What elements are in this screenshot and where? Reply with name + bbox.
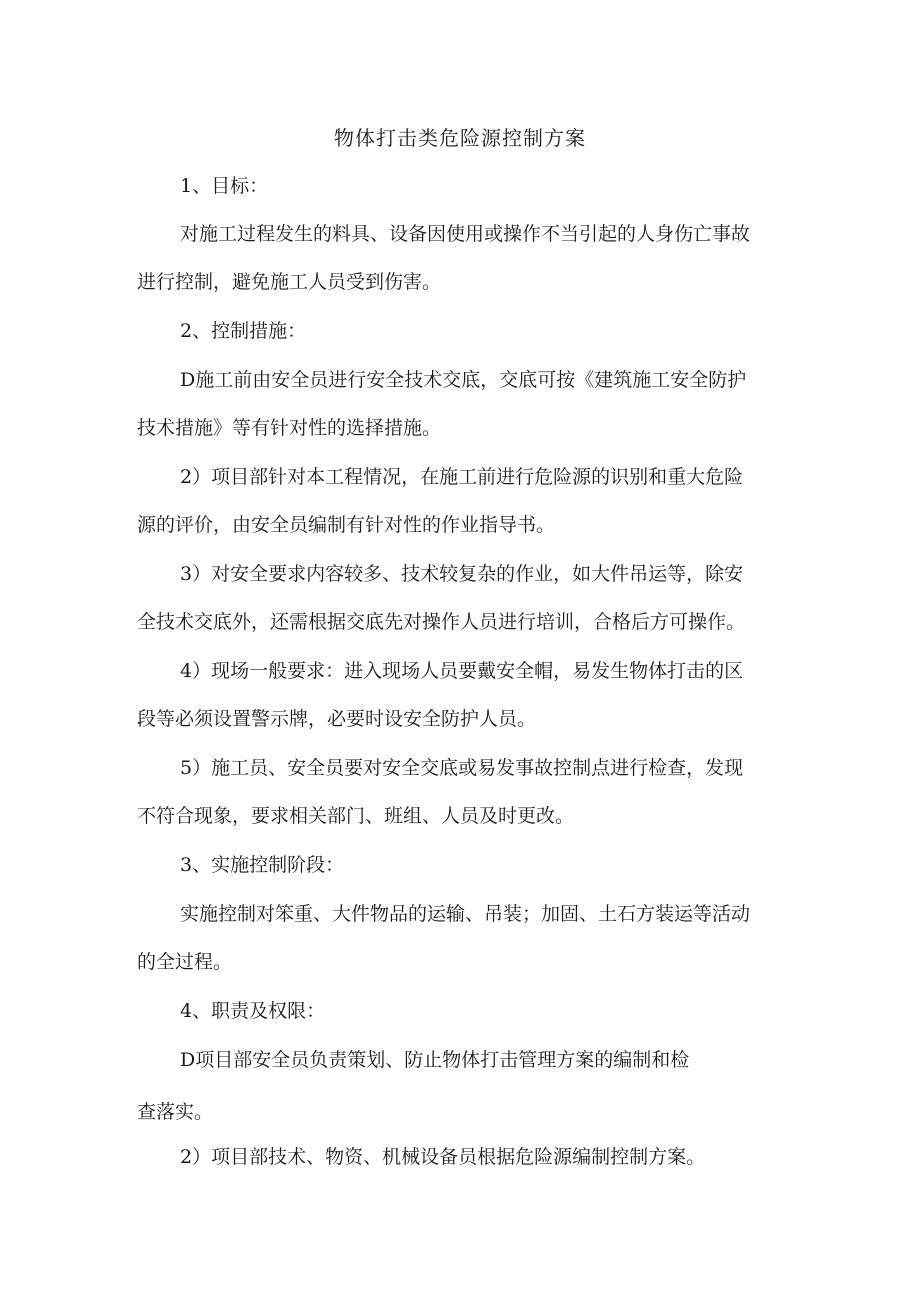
paragraph-line: 4）现场一般要求：进入现场人员要戴安全帽，易发生物体打击的区 [180,660,744,682]
paragraph-line: 实施控制对笨重、大件物品的运输、吊装；加固、土石方装运等活动 [180,903,751,925]
section-heading-goal: 1、目标： [180,175,269,197]
paragraph-line: 2）项目部技术、物资、机械设备员根据危险源编制控制方案。 [180,1146,706,1168]
paragraph-line: 源的评价，由安全员编制有针对性的作业指导书。 [137,514,556,536]
paragraph-line: 查落实。 [137,1101,214,1123]
section-heading-phase: 3、实施控制阶段： [180,854,345,876]
paragraph-line: 对施工过程发生的料具、设备因使用或操作不当引起的人身伤亡事故 [180,223,751,245]
paragraph-line: D施工前由安全员进行安全技术交底，交底可按《建筑施工安全防护 [180,369,747,391]
paragraph-line: 段等必须设置警示牌，必要时设安全防护人员。 [137,708,537,730]
paragraph-line: 2）项目部针对本工程情况，在施工前进行危险源的识别和重大危险 [180,466,744,488]
paragraph-line: D项目部安全员负责策划、防止物体打击管理方案的编制和检 [180,1049,690,1071]
paragraph-line: 技术措施》等有针对性的选择措施。 [137,417,442,439]
paragraph-line: 全技术交底外，还需根据交底先对操作人员进行培训，合格后方可操作。 [137,611,746,633]
paragraph-line: 的全过程。 [137,951,233,973]
section-heading-responsibilities: 4、职责及权限： [180,1000,326,1022]
paragraph-line: 不符合现象，要求相关部门、班组、人员及时更改。 [137,805,575,827]
document-title: 物体打击类危险源控制方案 [334,126,586,150]
paragraph-line: 3）对安全要求内容较多、技术较复杂的作业，如大件吊运等，除安 [180,563,744,585]
paragraph-line: 进行控制，避免施工人员受到伤害。 [137,271,442,293]
paragraph-line: 5）施工员、安全员要对安全交底或易发事故控制点进行检查，发现 [180,757,744,779]
section-heading-measures: 2、控制措施： [180,320,307,342]
